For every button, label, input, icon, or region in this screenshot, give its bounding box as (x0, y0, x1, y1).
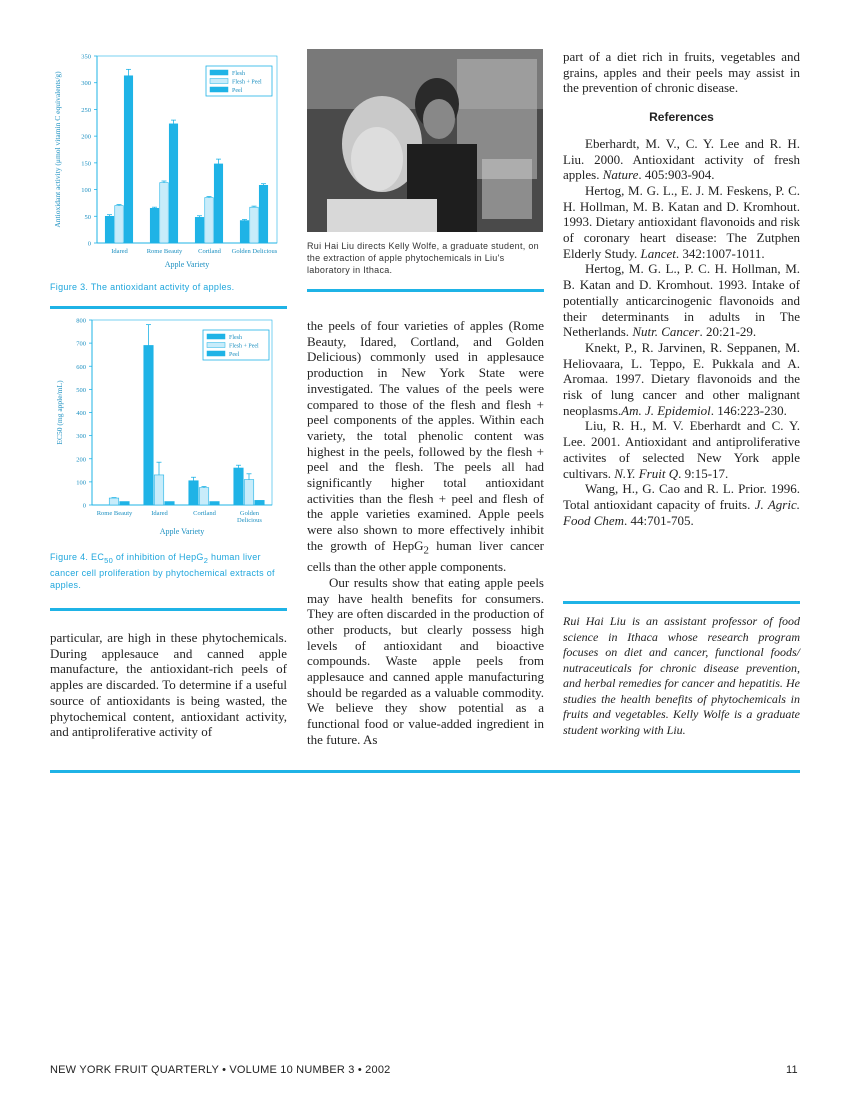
column-2-text (307, 318, 544, 748)
text-run: human liver cancer cells than the other apple components. (307, 537, 544, 575)
fig4-caption-sub: 2 (203, 555, 209, 565)
bar-peel (120, 502, 130, 505)
bar-flesh (195, 217, 204, 243)
legend-swatch (210, 70, 228, 75)
x-tick-label: Rome Beauty (146, 248, 183, 255)
reference-journal: Am. J. Epidemiol (621, 402, 711, 418)
legend-label: Flesh + Peel (232, 79, 262, 86)
y-tick-label: 200 (76, 456, 86, 464)
reference-item (563, 183, 800, 262)
legend-label: Flesh + Peel (229, 343, 259, 350)
legend-label: Flesh (232, 70, 246, 77)
reference-journal: Nutr. Cancer (632, 324, 700, 340)
bar-peel (124, 76, 133, 243)
page-bottom-rule (50, 770, 800, 773)
reference-item (563, 418, 800, 481)
y-tick-label: 0 (82, 502, 86, 510)
x-tick-label: Cortland (198, 248, 221, 255)
figure-4-svg (48, 312, 293, 542)
column-1-text (50, 630, 287, 740)
bar-peel (259, 185, 268, 243)
paragraph: Our results show that eating apple peels may have health benefits for consumers. They are often discarded in the production of other products, but clearly possess high levels of antioxidant and bioactive compounds. Waste apple peels from applesauce and canned apple manufacturing should be regarded as a valuable commodity. We believe they show potential as a functional food or value-added ingredient in the future. As (307, 574, 544, 747)
x-axis-label: Apple Variety (164, 260, 210, 269)
reference-tail: . 342:1007-1011. (675, 245, 765, 261)
x-tick-label: Idared (111, 248, 128, 255)
fig4-caption-part: of inhibition of HepG (113, 552, 204, 562)
bar-flesh (189, 481, 199, 505)
reference-text: Hertog, M. G. L., P. C. H. Hollman, M. B. Katan and D. Kromhout. 1993. Intake of potentially anticarcinogenic flavonoids and their determinants in adults in The Netherlands. (563, 261, 800, 340)
x-tick-label: Delicious (237, 517, 262, 524)
reference-text: Eberhardt, M. V., C. Y. Lee and R. H. Liu. 2000. Antioxidant activity of fresh apples. (563, 135, 800, 183)
reference-tail: . 20:21-29. (699, 324, 757, 340)
fig4-caption-part: human liver cancer cell proliferation by phytochemical extracts of apples. (50, 552, 275, 590)
lab-photo (307, 49, 543, 232)
y-tick-label: 300 (81, 80, 91, 88)
bar-flesh (234, 468, 244, 505)
text-run: the peels of four varieties of apples (Rome Beauty, Idared, Cortland, and Golden Delicious) commonly used in applesauce production in New York State were investigated. The values of the peels were compared to those of the flesh and flesh + peel components of the apples. Within each variety, the total phenolic content was highest in the peels, followed by the flesh + peel and the flesh. The peels all had significantly higher total antioxidant activities than the flesh + peel and flesh of the apple varieties examined. Apple peels were also shown to more effectively inhibit the growth of HepG (307, 318, 544, 553)
divider-fig4 (50, 608, 287, 611)
reference-tail: . 146:223-230. (710, 402, 787, 418)
x-axis-label: Apple Variety (159, 527, 205, 536)
bar-flesh-peel (205, 198, 214, 243)
bar-flesh-peel (250, 207, 259, 243)
y-tick-label: 0 (87, 240, 91, 248)
subscript: 2 (423, 544, 429, 557)
reference-item (563, 340, 800, 419)
reference-text: Liu, R. H., M. V. Eberhardt and C. Y. Lee. 2001. Antioxidant and antiproliferative activites of selected New York apple cultivars. (563, 418, 800, 481)
bar-flesh-peel (244, 480, 254, 505)
column-3-text (563, 49, 800, 528)
x-tick-label: Cortland (193, 510, 216, 517)
y-tick-label: 200 (81, 133, 91, 141)
bar-flesh-peel (115, 206, 124, 243)
y-tick-label: 600 (76, 363, 86, 371)
figure-3-svg (48, 48, 293, 273)
legend-swatch (210, 87, 228, 92)
legend-swatch (210, 79, 228, 84)
reference-text: Wang, H., G. Cao and R. L. Prior. 1996. Total antioxidant capacity of fruits. (563, 481, 800, 512)
y-tick-label: 700 (76, 340, 86, 348)
x-tick-label: Golden (239, 510, 260, 517)
legend-label: Peel (229, 351, 240, 358)
references-heading: References (649, 110, 714, 125)
bar-peel (214, 164, 223, 243)
reference-item (563, 261, 800, 340)
legend-label: Flesh (229, 334, 243, 341)
y-tick-label: 250 (81, 106, 91, 114)
figure-3-caption: Figure 3. The antioxidant activity of apples. (50, 282, 235, 292)
reference-journal: Lancet (640, 245, 676, 261)
y-tick-label: 400 (76, 410, 86, 417)
paragraph (307, 318, 544, 575)
bar-flesh-peel (154, 475, 164, 505)
paragraph: particular, are high in these phytochemicals. During applesauce and canned apple manufacture, the antioxidant-rich peels of apples are discarded. To determine if a useful source of antioxidants is being wasted, the phytochemical content, antioxidant activity, and antiproliferative activity of (50, 630, 287, 740)
y-axis-label: Antioxidant activity (μmol vitamin C equivalents/g) (53, 71, 62, 228)
bar-flesh-peel (160, 183, 169, 243)
reference-journal: J. Agric. Food Chem (563, 496, 800, 528)
y-tick-label: 50 (84, 213, 91, 221)
fig4-caption-sub: 50 (104, 555, 114, 565)
author-bio: Rui Hai Liu is an assistant professor of food science in Ithaca whose research program focuses on diet and cancer, functional foods/ nutraceuticals for chronic disease prevention, and herbal remedies for cancer and hepatitis. He studies the health benefits of phytochemicals in fruits and vegetables. Kelly Wolfe is a graduate student working with Liu. (563, 614, 800, 737)
photo-caption: Rui Hai Liu directs Kelly Wolfe, a graduate student, on the extraction of apple phytochemicals in Liu's laboratory in Ithaca. (307, 241, 539, 275)
fig4-caption-part: Figure 4. EC (50, 552, 105, 562)
reference-text: Knekt, P., R. Jarvinen, R. Seppanen, M. Heliovaara, L. Teppo, E. Pukkala and A. Aromaa. 1997. Dietary flavonoids and the risk of lung cancer and other malignant neoplasms. (563, 339, 800, 418)
y-tick-label: 150 (81, 160, 91, 168)
divider-photo (307, 289, 544, 292)
bar-flesh-peel (109, 498, 119, 505)
y-tick-label: 800 (76, 317, 86, 325)
bar-flesh (105, 216, 114, 243)
y-axis-label: EC50 (mg apple/mL) (55, 380, 64, 445)
legend-swatch (207, 351, 225, 356)
references-list (563, 136, 800, 529)
bar-peel (169, 124, 178, 243)
reference-journal: N.Y. Fruit Q (614, 465, 679, 481)
divider-fig3 (50, 306, 287, 309)
bar-peel (255, 500, 265, 505)
bar-flesh (150, 208, 159, 243)
y-tick-label: 100 (76, 479, 86, 487)
x-tick-label: Golden Delicious (231, 248, 278, 255)
x-tick-label: Rome Beauty (96, 510, 133, 517)
legend-swatch (207, 343, 225, 348)
y-tick-label: 100 (81, 187, 91, 195)
bar-peel (210, 502, 220, 505)
legend-label: Peel (232, 87, 243, 94)
reference-tail: . 9:15-17. (678, 465, 729, 481)
reference-tail: . 405:903-904. (638, 167, 715, 183)
figure-4-caption (50, 551, 288, 591)
figure-4-chart (48, 312, 293, 542)
reference-journal: Nature (602, 167, 639, 183)
y-tick-label: 500 (76, 386, 86, 394)
bar-flesh-peel (199, 488, 209, 505)
reference-item (563, 481, 800, 528)
bar-peel (165, 502, 175, 505)
legend-swatch (207, 334, 225, 339)
bar-flesh (144, 345, 154, 505)
x-tick-label: Idared (151, 510, 168, 517)
reference-tail: . 44:701-705. (624, 512, 694, 528)
footer-journal: NEW YORK FRUIT QUARTERLY • VOLUME 10 NUMBER 3 • 2002 (50, 1064, 391, 1076)
photo-illustration (307, 49, 543, 232)
footer-page-number: 11 (786, 1064, 798, 1076)
y-tick-label: 350 (81, 53, 91, 61)
bar-flesh (240, 221, 249, 243)
reference-item (563, 136, 800, 183)
y-tick-label: 300 (76, 433, 86, 441)
figure-3-chart (48, 48, 293, 273)
divider-refs (563, 601, 800, 604)
reference-text: Hertog, M. G. L., E. J. M. Feskens, P. C. H. Hollman, M. B. Katan and D. Kromhout. 1993. Dietary antioxidant flavonoids and risk of coronary heart disease: The Zutphen Elderly Study. (563, 182, 800, 261)
paragraph: part of a diet rich in fruits, vegetables and grains, apples and their peels may assist in the prevention of chronic disease. (563, 49, 800, 96)
